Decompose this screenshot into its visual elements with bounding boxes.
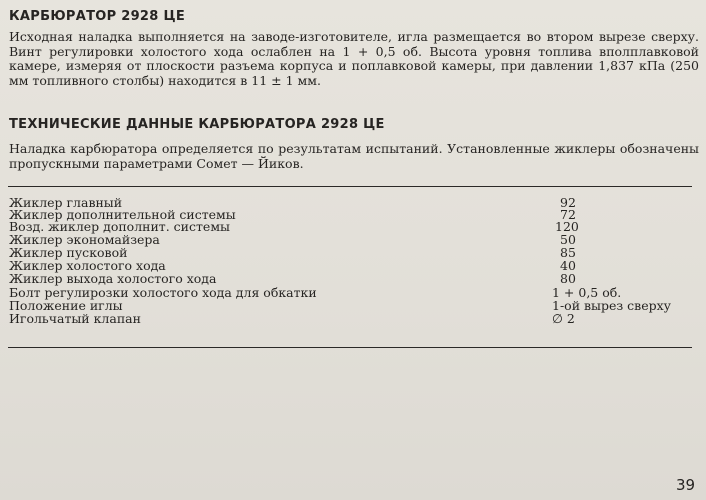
table-row xyxy=(0,272,706,285)
spec-value: 1-ой вырез сверху xyxy=(552,298,672,313)
spec-value: 92 xyxy=(560,195,576,210)
spec-value: 120 xyxy=(555,219,579,234)
spec-param: Болт регулирозки холостого хода для обкатки xyxy=(9,285,317,300)
spec-value: 80 xyxy=(560,271,576,286)
spec-param: Жиклер пусковой xyxy=(9,245,128,260)
spec-value: ∅ 2 xyxy=(552,311,575,326)
table-top-rule xyxy=(8,186,692,187)
spec-param: Возд. жиклер дополнит. системы xyxy=(9,219,230,234)
table-row xyxy=(0,312,706,325)
section-paragraph-tuning: Наладка карбюратора определяется по результатам испытаний. Установленные жиклеры обозначены пропускными параметрами Сомет — Йиков. xyxy=(9,141,699,171)
spec-param: Жиклер выхода холостого хода xyxy=(9,271,217,286)
spec-value: 40 xyxy=(560,258,576,273)
spec-value: 72 xyxy=(560,207,576,222)
spec-param: Игольчатый клапан xyxy=(9,311,141,326)
spec-value: 1 + 0,5 об. xyxy=(552,285,622,300)
spec-param: Жиклер главный xyxy=(9,195,123,210)
page-number: 39 xyxy=(676,476,696,494)
spec-param: Жиклер дополнительной системы xyxy=(9,207,236,222)
spec-param: Жиклер холостого хода xyxy=(9,258,166,273)
spec-param: Положение иглы xyxy=(9,298,123,313)
section-title-carburetor: КАРБЮРАТОР 2928 ЦЕ xyxy=(9,9,185,24)
table-bottom-rule xyxy=(8,347,692,348)
section-paragraph-setup: Исходная наладка выполняется на заводе-изготовителе, игла размещается во втором вырезе сверху. Винт регулировки холостого хода ослаблен на 1 + 0,5 об. Высота уровня топлива вполплавковой камере, измеряя от плоскости разъема корпуса и поплавковой камеры, при давлении 1,837 кПа (250 мм топливного столбы) находится в 11 ± 1 мм. xyxy=(9,29,699,88)
spec-value: 85 xyxy=(560,245,576,260)
section-title-tech-data: ТЕХНИЧЕСКИЕ ДАННЫЕ КАРБЮРАТОРА 2928 ЦЕ xyxy=(9,117,385,132)
spec-value: 50 xyxy=(560,232,576,247)
spec-param: Жиклер экономайзера xyxy=(9,232,160,247)
